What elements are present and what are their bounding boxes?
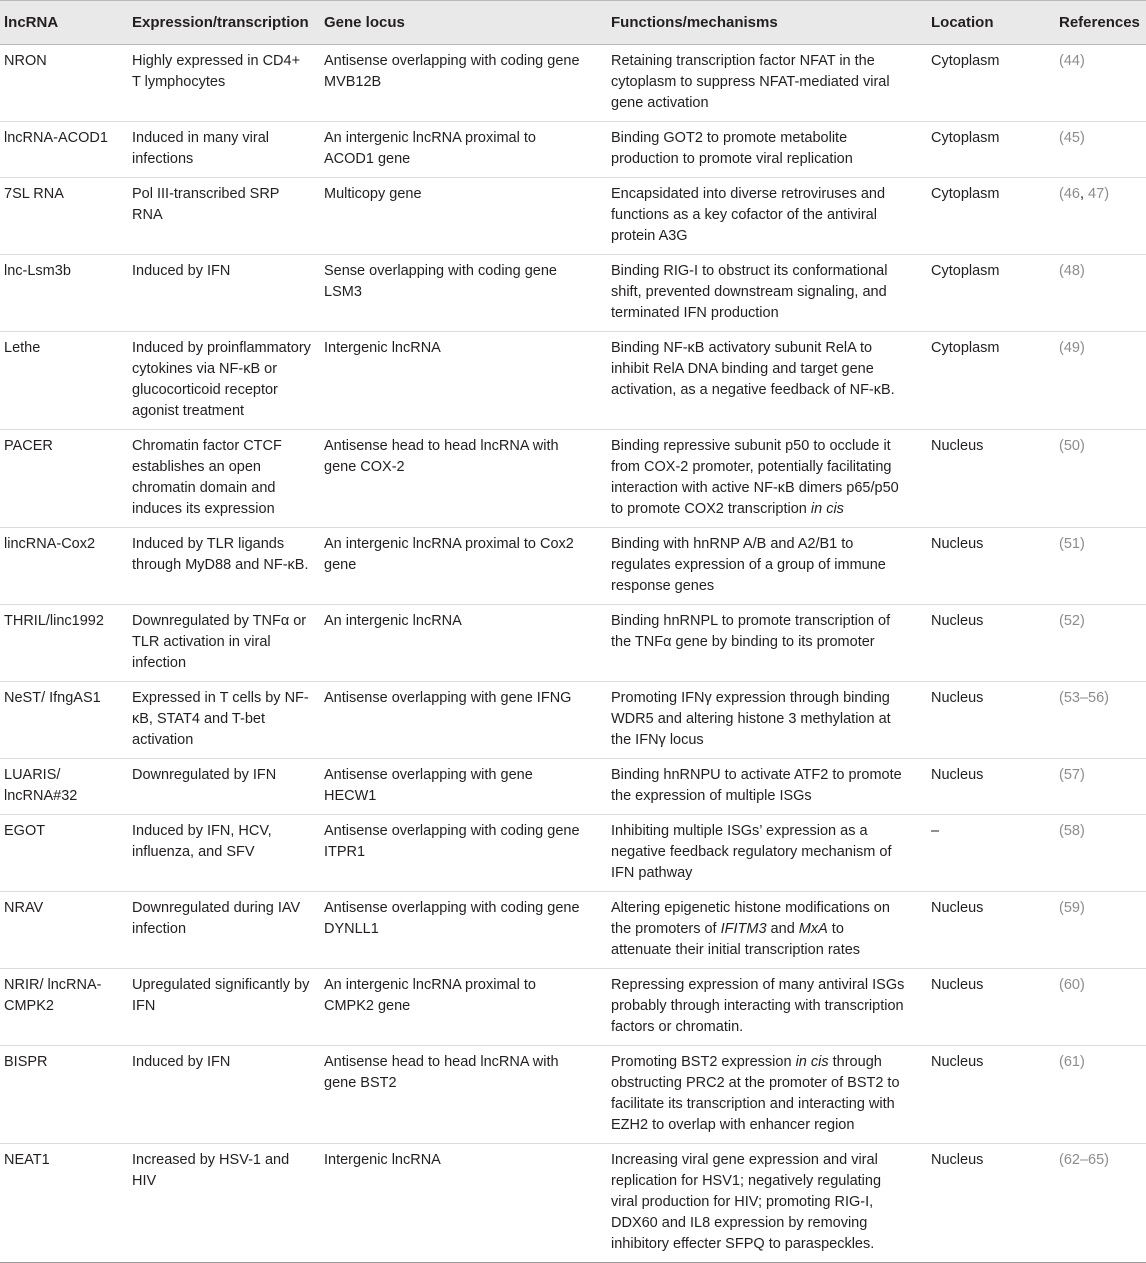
cell-references: (45) [1059, 130, 1085, 146]
reference-link[interactable]: 52 [1063, 613, 1080, 629]
function-text: Inhibiting multiple ISGs’ expression as a negative feedback regulatory mechanism of IFN pathway [611, 823, 892, 881]
cell-expression: Downregulated by IFN [132, 767, 277, 783]
cell-gene-locus: Multicopy gene [324, 186, 422, 202]
cell-references: (51) [1059, 536, 1085, 552]
header-row [0, 1, 1146, 45]
cell-references: (52) [1059, 613, 1085, 629]
table-row [0, 892, 1146, 969]
header-references: References [1059, 14, 1140, 31]
table-row [0, 332, 1146, 430]
cell-lncrna: NRON [4, 53, 47, 69]
cell-lncrna: lincRNA-Cox2 [4, 536, 96, 552]
cell-function [607, 255, 927, 332]
cell-expression: Induced by IFN, HCV, influenza, and SFV [132, 823, 272, 860]
reference-link[interactable]: 51 [1063, 536, 1080, 552]
table-row [0, 815, 1146, 892]
cell-function [607, 682, 927, 759]
cell-gene-locus: Antisense overlapping with gene HECW1 [324, 767, 533, 804]
reference-link[interactable]: 47 [1088, 186, 1105, 202]
table-row [0, 969, 1146, 1046]
cell-lncrna: EGOT [4, 823, 46, 839]
function-text: Binding GOT2 to promote metabolite production to promote viral replication [611, 130, 853, 167]
cell-references: (57) [1059, 767, 1085, 783]
reference-link[interactable]: 53–56 [1063, 690, 1105, 706]
table-row [0, 528, 1146, 605]
cell-function [607, 122, 927, 178]
cell-references: (59) [1059, 900, 1085, 916]
cell-lncrna: 7SL RNA [4, 186, 64, 202]
table-row [0, 122, 1146, 178]
cell-gene-locus: An intergenic lncRNA proximal to ACOD1 gene [324, 130, 536, 167]
table-row [0, 430, 1146, 528]
cell-expression: Induced by IFN [132, 263, 231, 279]
cell-location: Nucleus [931, 438, 984, 454]
cell-location: – [931, 823, 940, 839]
cell-location: Nucleus [931, 767, 984, 783]
table-header [0, 1, 1146, 45]
cell-expression: Induced by IFN [132, 1054, 231, 1070]
function-text: Binding hnRNPL to promote transcription of the TNFα gene by binding to its promoter [611, 613, 891, 650]
cell-gene-locus: Antisense head to head lncRNA with gene COX-2 [324, 438, 559, 475]
reference-link[interactable]: 61 [1063, 1054, 1080, 1070]
function-text: to attenuate their initial transcription rates [611, 921, 861, 958]
cell-location: Nucleus [931, 900, 984, 916]
cell-location: Nucleus [931, 690, 984, 706]
cell-references: (48) [1059, 263, 1085, 279]
cell-lncrna: NeST/ IfngAS1 [4, 690, 101, 706]
header-gene-locus: Gene locus [324, 14, 405, 31]
cell-references: (46, 47) [1059, 186, 1110, 202]
cell-lncrna: Lethe [4, 340, 41, 356]
header-lncrna: lncRNA [4, 14, 59, 31]
cell-function [607, 430, 927, 528]
cell-references: (53–56) [1059, 690, 1110, 706]
header-location: Location [931, 14, 994, 31]
cell-gene-locus: An intergenic lncRNA proximal to CMPK2 gene [324, 977, 536, 1014]
function-text: Promoting BST2 expression [611, 1054, 796, 1070]
function-text: Binding repressive subunit p50 to occlude it from COX-2 promoter, potentially facilitating interaction with active NF-κB dimers p65/p50 to promote COX2 transcription [611, 438, 899, 517]
reference-link[interactable]: 46 [1063, 186, 1080, 202]
cell-gene-locus: Antisense overlapping with gene IFNG [324, 690, 572, 706]
cell-gene-locus: Antisense overlapping with coding gene ITPR1 [324, 823, 580, 860]
cell-lncrna: PACER [4, 438, 53, 454]
cell-expression: Expressed in T cells by NF-κB, STAT4 and T-bet activation [132, 690, 309, 748]
cell-expression: Upregulated significantly by IFN [132, 977, 310, 1014]
reference-link[interactable]: 44 [1063, 53, 1080, 69]
reference-link[interactable]: 48 [1063, 263, 1080, 279]
italic-term: in cis [810, 501, 844, 517]
cell-expression: Induced by proinflammatory cytokines via NF-κB or glucocorticoid receptor agonist treatment [132, 340, 311, 419]
cell-lncrna: NEAT1 [4, 1152, 50, 1168]
cell-expression: Pol III-transcribed SRP RNA [132, 186, 280, 223]
function-text: Altering epigenetic histone modifications on the promoters of [611, 900, 890, 937]
cell-function [607, 1046, 927, 1144]
cell-expression: Downregulated during IAV infection [132, 900, 301, 937]
cell-expression: Downregulated by TNFα or TLR activation in viral infection [132, 613, 307, 671]
cell-references: (44) [1059, 53, 1085, 69]
cell-gene-locus: An intergenic lncRNA [324, 613, 462, 629]
table-row [0, 255, 1146, 332]
header-functions: Functions/mechanisms [611, 14, 778, 31]
cell-lncrna: lncRNA-ACOD1 [4, 130, 108, 146]
function-text: Binding hnRNPU to activate ATF2 to promote the expression of multiple ISGs [611, 767, 902, 804]
cell-gene-locus: Antisense head to head lncRNA with gene BST2 [324, 1054, 559, 1091]
table-body [0, 45, 1146, 1263]
cell-references: (60) [1059, 977, 1085, 993]
cell-location: Nucleus [931, 613, 984, 629]
cell-gene-locus: Sense overlapping with coding gene LSM3 [324, 263, 557, 300]
cell-references: (49) [1059, 340, 1085, 356]
italic-term: in cis [795, 1054, 829, 1070]
cell-expression: Chromatin factor CTCF establishes an open chromatin domain and induces its expression [132, 438, 282, 517]
reference-link[interactable]: 50 [1063, 438, 1080, 454]
function-text: Increasing viral gene expression and viral replication for HSV1; negatively regulating viral production for HIV; promoting RIG-I, DDX60 and IL8 expression by removing inhibitory effecter SFPQ to paraspeckles. [611, 1152, 882, 1252]
cell-expression: Induced in many viral infections [132, 130, 270, 167]
table-row [0, 1144, 1146, 1263]
function-text: Retaining transcription factor NFAT in the cytoplasm to suppress NFAT-mediated viral gene activation [611, 53, 890, 111]
header-expression: Expression/transcription [132, 14, 309, 31]
cell-expression: Increased by HSV-1 and HIV [132, 1152, 290, 1189]
cell-function [607, 528, 927, 605]
cell-function [607, 815, 927, 892]
table-row [0, 682, 1146, 759]
table-row [0, 1046, 1146, 1144]
cell-lncrna: NRAV [4, 900, 44, 916]
cell-function [607, 759, 927, 815]
cell-function [607, 45, 927, 122]
table-row [0, 178, 1146, 255]
cell-location: Cytoplasm [931, 340, 1000, 356]
reference-link[interactable]: 58 [1063, 823, 1080, 839]
cell-gene-locus: An intergenic lncRNA proximal to Cox2 gene [324, 536, 574, 573]
cell-location: Nucleus [931, 977, 984, 993]
cell-expression: Induced by TLR ligands through MyD88 and NF-κB. [132, 536, 309, 573]
reference-link[interactable]: 62–65 [1063, 1152, 1105, 1168]
cell-lncrna: NRIR/ lncRNA-CMPK2 [4, 977, 102, 1014]
function-text: Promoting IFNγ expression through binding WDR5 and altering histone 3 methylation at the IFNγ locus [611, 690, 891, 748]
reference-link[interactable]: 57 [1063, 767, 1080, 783]
cell-function [607, 605, 927, 682]
cell-gene-locus: Intergenic lncRNA [324, 1152, 441, 1168]
cell-gene-locus: Intergenic lncRNA [324, 340, 441, 356]
reference-link[interactable]: 49 [1063, 340, 1080, 356]
cell-location: Cytoplasm [931, 186, 1000, 202]
cell-function [607, 969, 927, 1046]
cell-location: Cytoplasm [931, 53, 1000, 69]
function-text: Binding with hnRNP A/B and A2/B1 to regulates expression of a group of immune response genes [611, 536, 886, 594]
table-row [0, 759, 1146, 815]
function-text: Encapsidated into diverse retroviruses and functions as a key cofactor of the antiviral protein A3G [611, 186, 886, 244]
cell-function [607, 1144, 927, 1263]
cell-references: (50) [1059, 438, 1085, 454]
reference-link[interactable]: 59 [1063, 900, 1080, 916]
cell-lncrna: THRIL/linc1992 [4, 613, 104, 629]
function-text: Binding RIG-I to obstruct its conformational shift, prevented downstream signaling, and terminated IFN production [611, 263, 888, 321]
cell-location: Nucleus [931, 1054, 984, 1070]
function-text: and [766, 921, 799, 937]
function-text: Repressing expression of many antiviral ISGs probably through interacting with transcription factors or chromatin. [611, 977, 905, 1035]
reference-link[interactable]: 45 [1063, 130, 1080, 146]
cell-lncrna: LUARIS/ lncRNA#32 [4, 767, 78, 804]
cell-location: Cytoplasm [931, 263, 1000, 279]
cell-references: (61) [1059, 1054, 1085, 1070]
cell-lncrna: BISPR [4, 1054, 48, 1070]
cell-location: Nucleus [931, 536, 984, 552]
cell-references: (58) [1059, 823, 1085, 839]
cell-gene-locus: Antisense overlapping with coding gene DYNLL1 [324, 900, 580, 937]
cell-expression: Highly expressed in CD4+ T lymphocytes [132, 53, 301, 90]
cell-function [607, 178, 927, 255]
table-row [0, 45, 1146, 122]
reference-link[interactable]: 60 [1063, 977, 1080, 993]
cell-gene-locus: Antisense overlapping with coding gene MVB12B [324, 53, 580, 90]
cell-location: Cytoplasm [931, 130, 1000, 146]
cell-function [607, 892, 927, 969]
italic-term: IFITM3 [720, 921, 767, 937]
function-text: Binding NF-κB activatory subunit RelA to inhibit RelA DNA binding and target gene activation, as a negative feedback of NF-κB. [611, 340, 895, 398]
table-row [0, 605, 1146, 682]
cell-location: Nucleus [931, 1152, 984, 1168]
cell-lncrna: lnc-Lsm3b [4, 263, 71, 279]
cell-references: (62–65) [1059, 1152, 1110, 1168]
cell-function [607, 332, 927, 430]
function-text: through obstructing PRC2 at the promoter of BST2 to facilitate its transcription and interacting with EZH2 to overlap with enhancer region [611, 1054, 900, 1133]
italic-term: MxA [798, 921, 828, 937]
